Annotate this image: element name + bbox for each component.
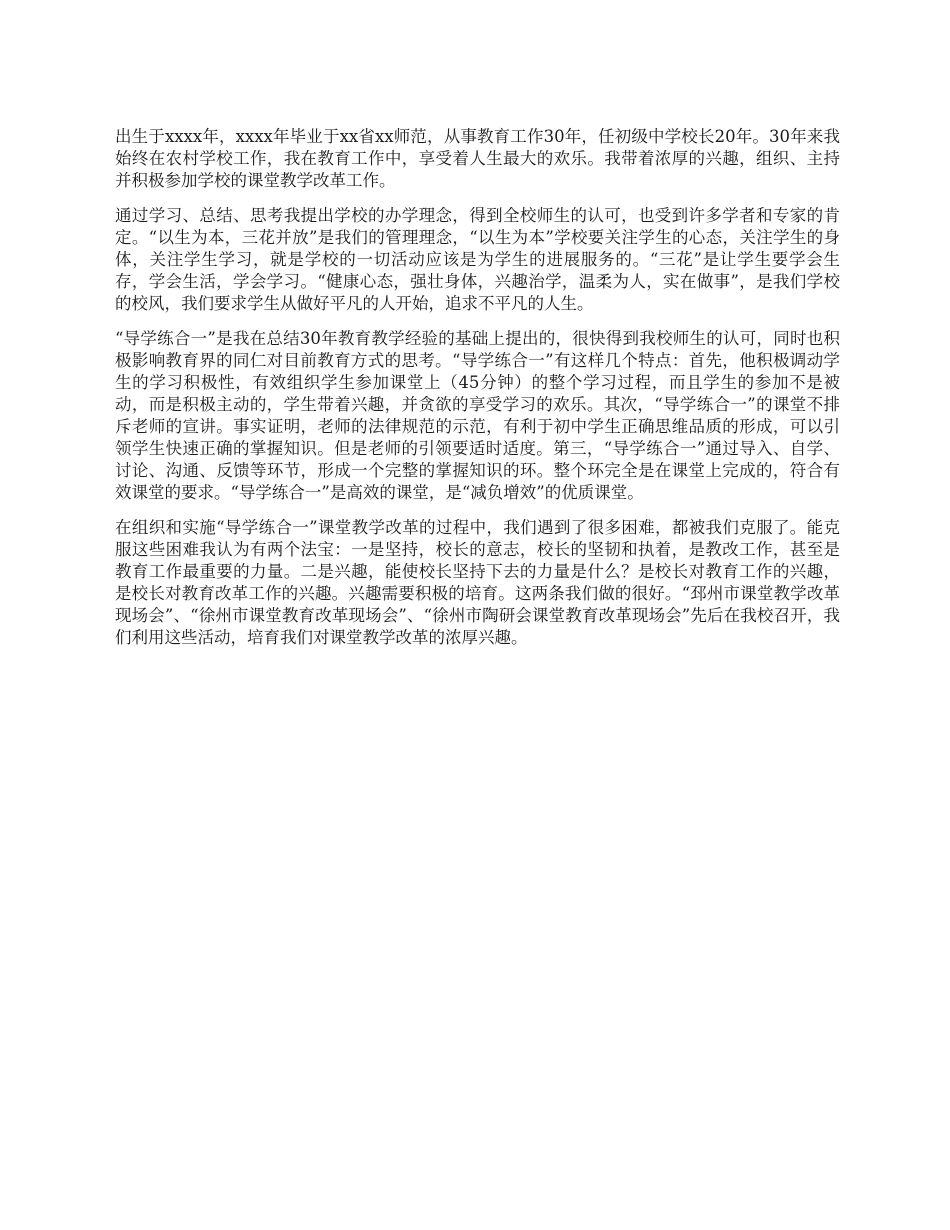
document-body — [115, 126, 840, 662]
paragraph-4: 在组织和实施“导学练合一”课堂教学改革的过程中，我们遇到了很多困难，都被我们克服了。能克服这些困难我认为有两个法宝：一是坚持，校长的意志，校长的坚韧和执着，是教改工作，甚至是教育工作最重要的力量。二是兴趣，能使校长坚持下去的力量是什么？是校长对教育工作的兴趣，是校长对教育改革工作的兴趣。兴趣需要积极的培育。这两条我们做的很好。“邳州市课堂教学改革现场会”、“徐州市课堂教育改革现场会”、“徐州市陶研会课堂教育改革现场会”先后在我校召开，我们利用这些活动，培育我们对课堂教学改革的浓厚兴趣。 — [115, 518, 840, 647]
paragraph-2: 通过学习、总结、思考我提出学校的办学理念，得到全校师生的认可，也受到许多学者和专家的肯定。“以生为本，三花并放”是我们的管理理念，“以生为本”学校要关注学生的心态，关注学生的身体，关注学生学习，就是学校的一切活动应该是为学生的进展服务的。“三花”是让学生要学会生存，学会生活，学会学习。“健康心态，强壮身体，兴趣治学，温柔为人，实在做事”，是我们学校的校风，我们要求学生从做好平凡的人开始，追求不平凡的人生。 — [115, 206, 840, 313]
paragraph-3: “导学练合一”是我在总结30年教育教学经验的基础上提出的，很快得到我校师生的认可，同时也积极影响教育界的同仁对目前教育方式的思考。“导学练合一”有这样几个特点：首先，他积极调动学生的学习积极性，有效组织学生参加课堂上（45分钟）的整个学习过程，而且学生的参加不是被动，而是积极主动的，学生带着兴趣，并贪欲的享受学习的欢乐。其次，“导学练合一”的课堂不排斥老师的宣讲。事实证明，老师的法律规范的示范，有利于初中学生正确思维品质的形成，可以引领学生快速正确的掌握知识。但是老师的引领要适时适度。第三，“导学练合一”通过导入、自学、讨论、沟通、反馈等环节，形成一个完整的掌握知识的环。整个环完全是在课堂上完成的，符合有效课堂的要求。“导学练合一”是高效的课堂，是“减负增效”的优质课堂。 — [115, 329, 840, 502]
paragraph-1: 出生于xxxx年，xxxx年毕业于xx省xx师范，从事教育工作30年，任初级中学校长20年。30年来我始终在农村学校工作，我在教育工作中，享受着人生最大的欢乐。我带着浓厚的兴趣，组织、主持并积极参加学校的课堂教学改革工作。 — [115, 127, 840, 190]
